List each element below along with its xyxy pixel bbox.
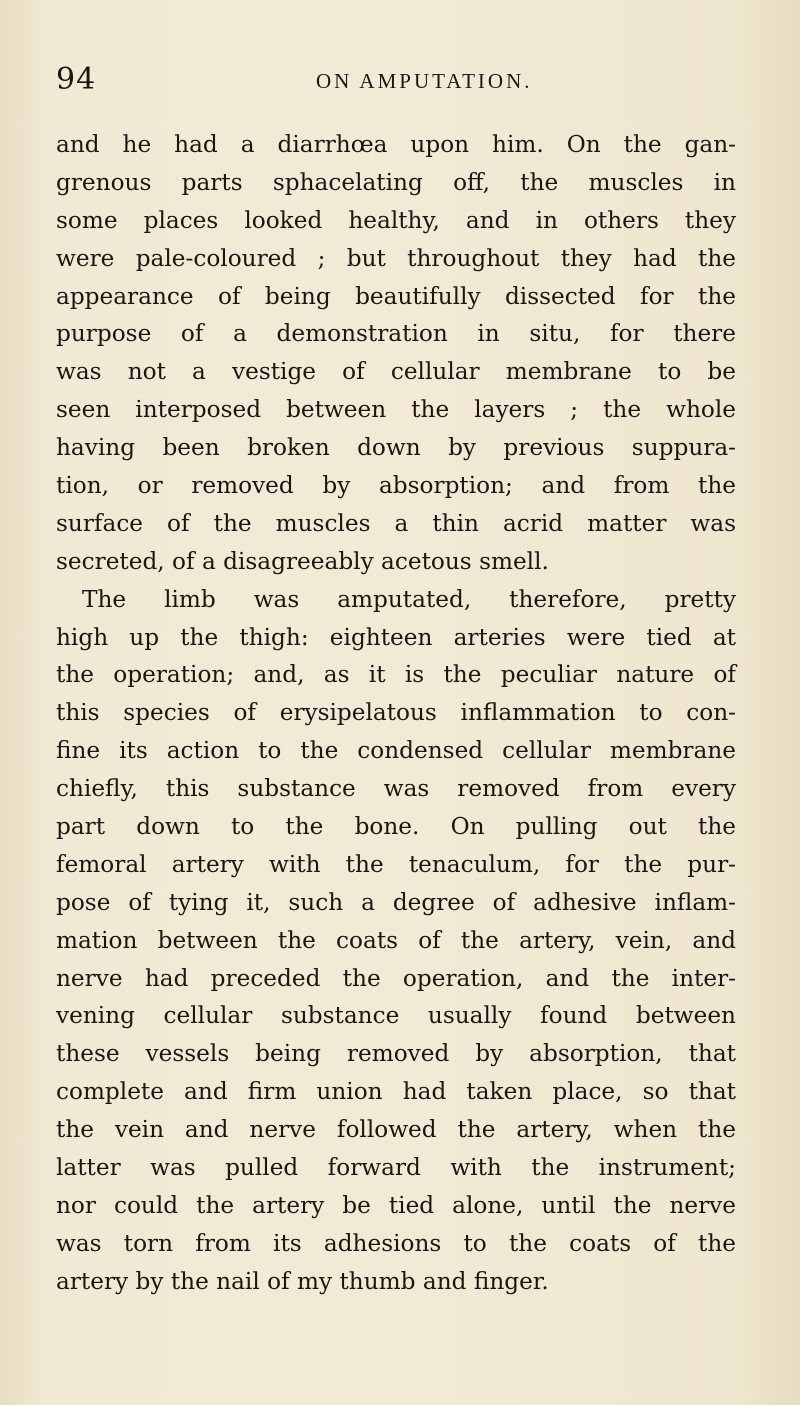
text-line: purpose of a demonstration in situ, for there (56, 320, 736, 348)
text-line: nor could the artery be tied alone, until the nerve (56, 1191, 736, 1219)
text-line: vening cellular substance usually found between (56, 1002, 736, 1030)
body-text (56, 126, 736, 1301)
text-line: chiefly, this substance was removed from every (56, 775, 736, 803)
text-line: surface of the muscles a thin acrid matter was (56, 509, 736, 537)
text-line: artery by the nail of my thumb and finger. (56, 1267, 549, 1295)
text-line: seen interposed between the layers ; the whole (56, 396, 736, 424)
text-line: high up the thigh: eighteen arteries were tied at (56, 623, 736, 651)
text-line: was torn from its adhesions to the coats of the (56, 1229, 736, 1257)
text-line: and he had a diarrhœa upon him. On the gan- (56, 131, 736, 158)
text-line: femoral artery with the tenaculum, for the pur- (56, 850, 736, 878)
text-line: having been broken down by previous suppura- (56, 434, 736, 462)
text-line: appearance of being beautifully dissected for the (56, 282, 736, 310)
text-line: this species of erysipelatous inflammation to con- (56, 699, 736, 727)
text-line: The limb was amputated, therefore, pretty (82, 585, 736, 613)
page-header (56, 62, 736, 102)
text-line: pose of tying it, such a degree of adhesive inflam- (56, 888, 736, 916)
page-number: 94 (56, 62, 97, 97)
text-line: secreted, of a disagreeably acetous smell. (56, 547, 549, 575)
running-head: ON AMPUTATION. (316, 69, 533, 93)
text-line: was not a vestige of cellular membrane to be (56, 358, 736, 386)
text-line: part down to the bone. On pulling out the (56, 813, 736, 841)
text-line: latter was pulled forward with the instrument; (56, 1154, 736, 1182)
text-line: complete and firm union had taken place, so that (56, 1078, 736, 1106)
text-line: the vein and nerve followed the artery, when the (56, 1116, 736, 1144)
text-line: the operation; and, as it is the peculiar nature of (56, 661, 736, 689)
text-line: nerve had preceded the operation, and the inter- (56, 964, 736, 992)
text-line: grenous parts sphacelating off, the muscles in (56, 168, 736, 196)
text-line: mation between the coats of the artery, vein, and (56, 926, 736, 954)
text-line: some places looked healthy, and in others they (56, 206, 736, 234)
text-line: were pale-coloured ; but throughout they had the (56, 244, 736, 272)
text-line: tion, or removed by absorption; and from the (56, 472, 736, 500)
text-line: fine its action to the condensed cellular membrane (56, 737, 736, 765)
text-line: these vessels being removed by absorption, that (56, 1040, 736, 1068)
